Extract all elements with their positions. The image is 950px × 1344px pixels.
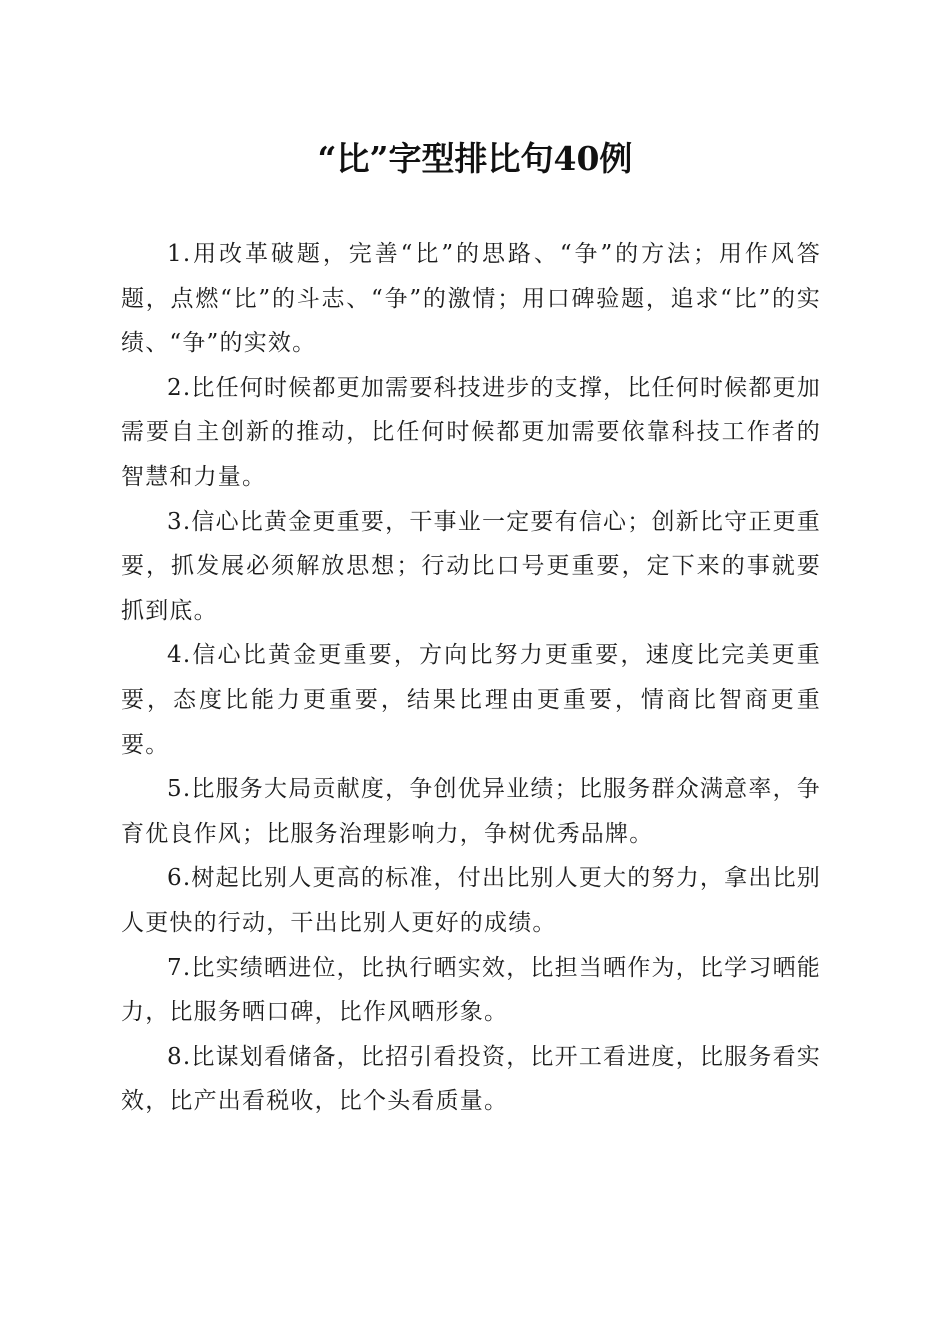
document-body <box>121 232 821 1124</box>
paragraph-2: 2.比任何时候都更加需要科技进步的支撑，比任何时候都更加需要自主创新的推动，比任何时候都更加需要依靠科技工作者的智慧和力量。 <box>121 374 821 490</box>
paragraph-5: 5.比服务大局贡献度，争创优异业绩；比服务群众满意率，争育优良作风；比服务治理影响力，争树优秀品牌。 <box>121 776 821 847</box>
page-title: “比”字型排比句40例 <box>317 139 633 178</box>
paragraph-8: 8.比谋划看储备，比招引看投资，比开工看进度，比服务看实效，比产出看税收，比个头看质量。 <box>121 1043 821 1115</box>
paragraph-6: 6.树起比别人更高的标准，付出比别人更大的努力，拿出比别人更快的行动，干出比别人更好的成绩。 <box>121 865 821 936</box>
paragraph-4: 4.信心比黄金更重要，方向比努力更重要，速度比完美更重要，态度比能力更重要，结果比理由更重要，情商比智商更重要。 <box>121 642 821 758</box>
paragraph-7: 7.比实绩晒进位，比执行晒实效，比担当晒作为，比学习晒能力，比服务晒口碑，比作风晒形象。 <box>121 954 821 1026</box>
paragraph-1: 1.用改革破题，完善“比”的思路、“争”的方法；用作风答题，点燃“比”的斗志、“争”的激情；用口碑验题，追求“比”的实绩、“争”的实效。 <box>121 241 821 357</box>
paragraph-3: 3.信心比黄金更重要，干事业一定要有信心；创新比守正更重要，抓发展必须解放思想；行动比口号更重要，定下来的事就要抓到底。 <box>121 508 821 624</box>
